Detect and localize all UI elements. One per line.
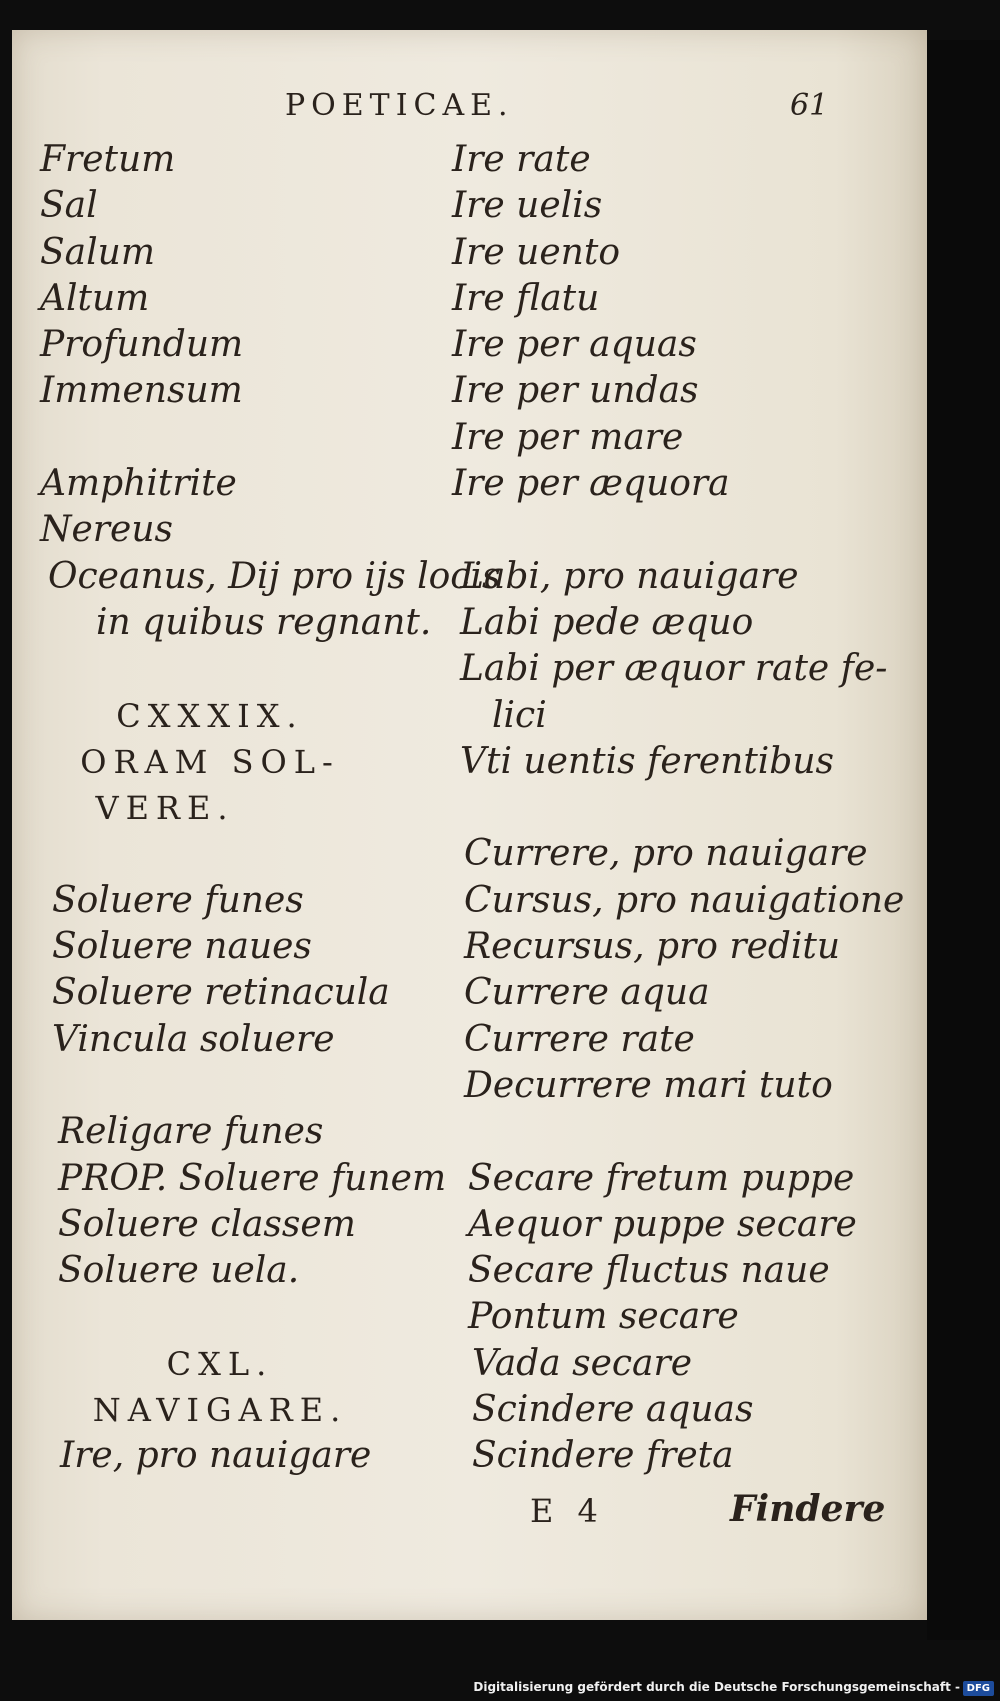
left-line: Ire, pro nauigare <box>60 1435 372 1477</box>
right-line: Secare fretum puppe <box>468 1157 855 1199</box>
left-line: Altum <box>40 277 150 319</box>
right-line: Aequor puppe secare <box>468 1203 857 1245</box>
right-line: Ire uento <box>452 231 620 273</box>
right-line: Currere rate <box>464 1018 695 1060</box>
right-line: Decurrere mari tuto <box>464 1064 833 1106</box>
page-number: 61 <box>790 88 829 123</box>
left-line: Soluere retinacula <box>52 972 390 1014</box>
footer-credit: Digitalisierung gefördert durch die Deutsche Forschungsgemeinschaft - <box>473 1680 960 1694</box>
signature-mark: E 4 <box>530 1492 605 1530</box>
right-line: Ire per mare <box>452 416 684 458</box>
left-line: Soluere classem <box>58 1203 356 1245</box>
left-line: Soluere funes <box>52 879 304 921</box>
left-line: PROP. Soluere funem <box>58 1157 447 1199</box>
left-line: Oceanus, Dij pro ijs locis <box>48 555 501 597</box>
right-line: Ire uelis <box>452 185 603 227</box>
right-line: Labi, pro nauigare <box>460 555 799 597</box>
section-heading: VERE. <box>95 789 235 828</box>
right-line: Scindere freta <box>472 1435 734 1477</box>
right-line: Ire rate <box>452 139 591 180</box>
right-line: Currere, pro nauigare <box>464 833 868 875</box>
right-line: Scindere aquas <box>472 1389 754 1431</box>
blank-line <box>452 785 872 831</box>
right-line: Recursus, pro reditu <box>464 926 841 968</box>
blank-line <box>40 831 420 877</box>
section-number: CXL. <box>166 1344 274 1383</box>
dfg-logo-icon: DFG <box>963 1681 994 1696</box>
left-line: Vincula soluere <box>52 1018 335 1060</box>
left-line: Soluere uela. <box>58 1250 300 1292</box>
right-line: Ire per aquas <box>452 324 697 366</box>
blank-line <box>452 1109 872 1155</box>
right-line: Ire flatu <box>452 277 600 319</box>
section-heading: ORAM SOL- <box>80 742 340 781</box>
right-line: Labi per æquor rate fe- <box>460 648 888 690</box>
left-line: Soluere naues <box>52 926 312 968</box>
section-heading: NAVIGARE. <box>92 1391 348 1430</box>
left-line: Sal <box>40 185 98 227</box>
right-line: Cursus, pro nauigatione <box>464 879 905 921</box>
right-line: Vada secare <box>472 1342 693 1384</box>
blank-line <box>40 1294 420 1340</box>
blank-line <box>452 507 872 553</box>
left-column <box>40 137 501 1480</box>
catchword: Findere <box>730 1488 886 1530</box>
right-line: Vti uentis ferentibus <box>460 740 835 782</box>
right-line: Secare fluctus naue <box>468 1250 830 1292</box>
left-line: Salum <box>40 231 155 273</box>
scan-border <box>927 40 1000 1640</box>
right-line: Currere aqua <box>464 972 710 1014</box>
section-number: CXXXIX. <box>116 696 304 735</box>
blank-line <box>40 1063 420 1109</box>
right-line: lici <box>492 694 547 736</box>
left-line: Profundum <box>40 324 244 366</box>
running-header: POETICAE. <box>285 88 514 123</box>
left-line: Immensum <box>40 370 243 412</box>
right-line: Ire per æquora <box>452 463 730 505</box>
left-line: Nereus <box>40 509 173 551</box>
blank-line <box>40 646 420 692</box>
left-line: in quibus regnant. <box>96 601 432 643</box>
right-column <box>452 137 905 1480</box>
right-line: Pontum secare <box>468 1296 739 1338</box>
left-line: Amphitrite <box>40 463 237 505</box>
blank-line <box>40 415 420 461</box>
right-line: Ire per undas <box>452 370 699 412</box>
right-line: Labi pede æquo <box>460 601 754 643</box>
left-line: Fretum <box>40 139 176 180</box>
left-line: Religare funes <box>58 1111 324 1153</box>
